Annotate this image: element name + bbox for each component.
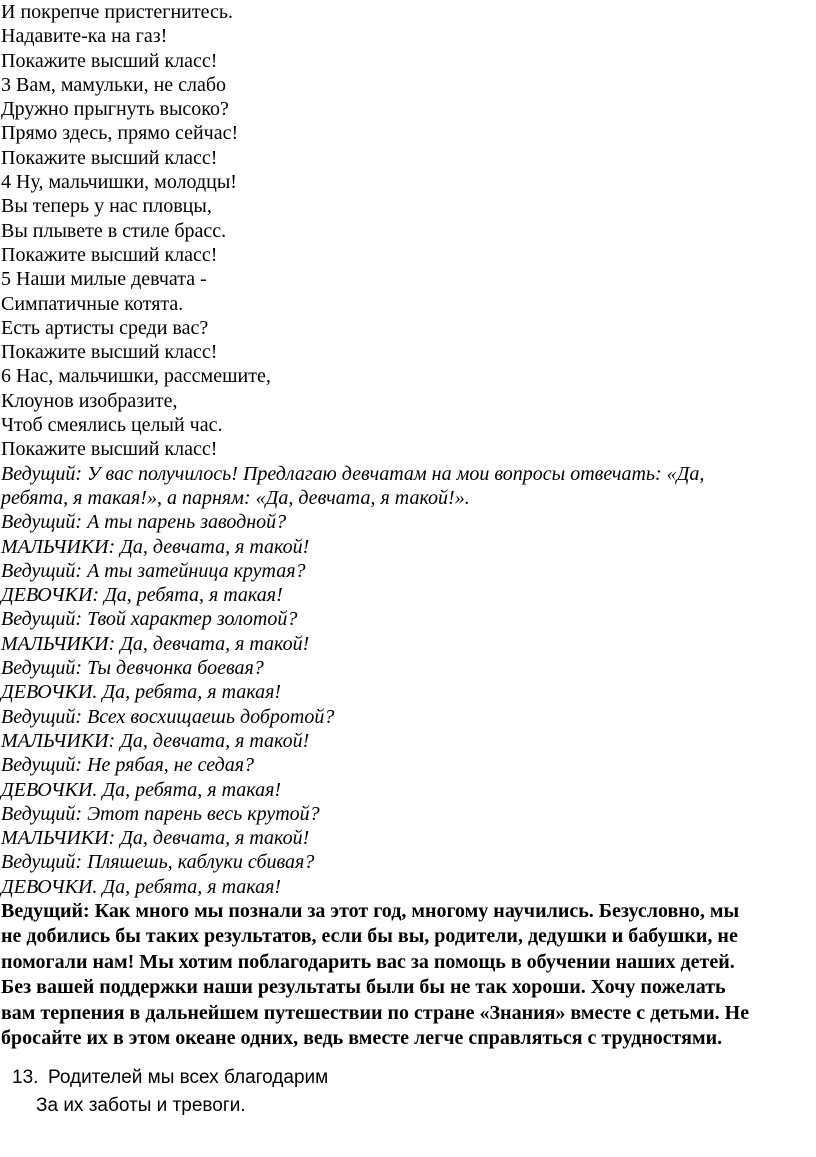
poem-line: 4 Ну, мальчишки, молодцы! [1,171,237,194]
dialogue-line: МАЛЬЧИКИ: Да, девчата, я такой! [1,535,310,558]
dialogue-line: Ведущий: Ты девчонка боевая? [1,657,264,680]
dialogue-line: ДЕВОЧКИ. Да, ребята, я такая! [1,681,282,704]
poem-line: Прямо здесь, прямо сейчас! [1,122,239,145]
closing-line: бросайте их в этом океане одних, ведь вместе легче справляться с трудностями. [1,1027,723,1050]
dialogue-line: Ведущий: У вас получилось! Предлагаю девчатам на мои вопросы отвечать: «Да, [1,462,705,485]
numbered-list [0,1064,816,1120]
list-item-continuation: За их заботы и тревоги. [36,1094,246,1116]
closing-line: помогали нам! Мы хотим поблагодарить вас за помощь в обучении наших детей. [1,950,735,973]
dialogue-line: МАЛЬЧИКИ: Да, девчата, я такой! [1,729,310,752]
closing-line: не добились бы таких результатов, если бы вы, родители, дедушки и бабушки, не [1,925,738,948]
dialogue-line: Ведущий: Этот парень весь крутой? [1,802,320,825]
dialogue-block [0,462,816,899]
dialogue-line: Ведущий: Пляшешь, каблуки сбивая? [1,851,315,874]
poem-line: И покрепче пристегнитесь. [1,1,234,23]
list-item [0,1064,816,1092]
poem-line: 5 Наши милые девчата - [1,268,207,291]
dialogue-line: МАЛЬЧИКИ: Да, девчата, я такой! [1,827,310,850]
dialogue-line: Ведущий: Не рябая, не седая? [1,754,254,777]
poem-line: 6 Нас, мальчишки, рассмешите, [1,365,271,388]
poem-line: 3 Вам, мамульки, не слабо [1,73,227,96]
poem-line: Покажите высший класс! [1,341,218,364]
poem-line: Вы теперь у нас пловцы, [1,195,212,218]
poem-line: Клоунов изобразите, [1,389,178,412]
dialogue-line: Ведущий: А ты затейница крутая? [1,559,306,582]
list-item-text: Родителей мы всех благодарим [48,1066,329,1088]
closing-line: вам терпения в дальнейшем путешествии по стране «Знания» вместе с детьми. Не [1,1001,750,1024]
poem-line: Дружно прыгнуть высоко? [1,98,229,121]
closing-speech [0,899,816,1052]
dialogue-line: ДЕВОЧКИ. Да, ребята, я такая! [1,778,282,801]
dialogue-line: Ведущий: А ты парень заводной? [1,511,287,534]
dialogue-line: ДЕВОЧКИ: Да, ребята, я такая! [1,584,283,607]
poem-block [0,0,816,462]
dialogue-line: ребята, я такая!», а парням: «Да, девчата, я такой!». [1,486,470,509]
closing-line: Без вашей поддержки наши результаты были бы не так хороши. Хочу пожелать [1,976,726,999]
poem-line: Чтоб смеялись целый час. [1,414,223,437]
dialogue-line: Ведущий: Твой характер золотой? [1,608,298,631]
dialogue-line: Ведущий: Всех восхищаешь добротой? [1,705,335,728]
poem-line: Покажите высший класс! [1,438,218,461]
poem-line: Покажите высший класс! [1,49,218,72]
poem-line: Покажите высший класс! [1,146,218,169]
list-number: 13. [12,1066,39,1088]
poem-line: Покажите высший класс! [1,243,218,266]
poem-line: Надавите-ка на газ! [1,25,168,48]
dialogue-line: МАЛЬЧИКИ: Да, девчата, я такой! [1,632,310,655]
closing-line: Ведущий: Как много мы познали за этот год, многому научились. Безусловно, мы [1,899,740,922]
poem-line: Вы плывете в стиле брасс. [1,219,227,242]
dialogue-line: ДЕВОЧКИ. Да, ребята, я такая! [1,875,282,898]
poem-line: Есть артисты среди вас? [1,316,209,339]
poem-line: Симпатичные котята. [1,292,184,315]
